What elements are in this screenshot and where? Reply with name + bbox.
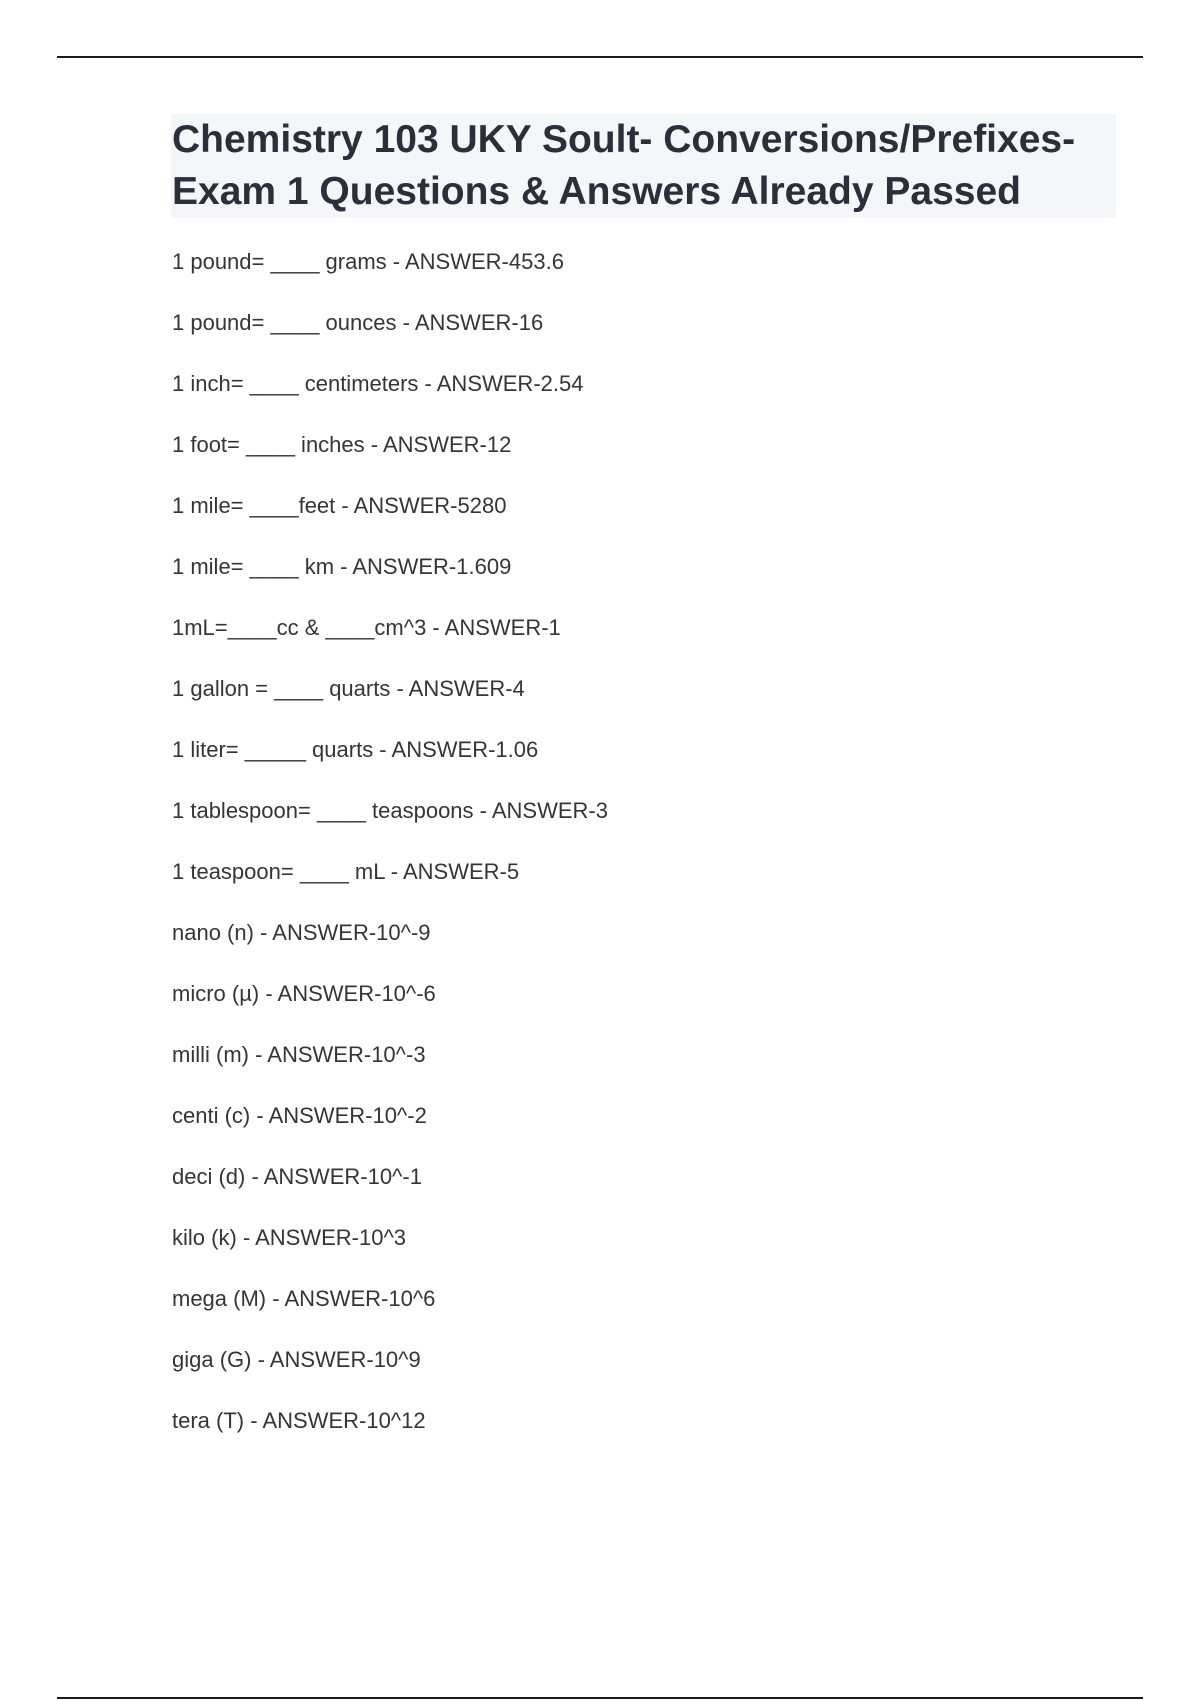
qa-list	[172, 249, 608, 1469]
document-title	[172, 114, 1116, 218]
qa-item: tera (T) - ANSWER-10^12	[172, 1408, 426, 1433]
qa-item: 1 teaspoon= ____ mL - ANSWER-5	[172, 859, 520, 884]
title-line-1: Chemistry 103 UKY Soult- Conversions/Prefixes-	[172, 118, 1076, 161]
qa-item: nano (n) - ANSWER-10^-9	[172, 920, 431, 945]
qa-item: milli (m) - ANSWER-10^-3	[172, 1042, 426, 1067]
qa-item: 1mL=____cc & ____cm^3 - ANSWER-1	[172, 615, 561, 640]
qa-item: 1 pound= ____ grams - ANSWER-453.6	[172, 249, 564, 274]
qa-item: 1 tablespoon= ____ teaspoons - ANSWER-3	[172, 798, 608, 823]
bottom-divider	[57, 1697, 1143, 1699]
qa-item: 1 mile= ____feet - ANSWER-5280	[172, 493, 507, 518]
qa-item: 1 foot= ____ inches - ANSWER-12	[172, 432, 512, 457]
qa-item: giga (G) - ANSWER-10^9	[172, 1347, 421, 1372]
title-line-2: Exam 1 Questions & Answers Already Passed	[172, 170, 1021, 213]
qa-item: kilo (k) - ANSWER-10^3	[172, 1225, 407, 1250]
qa-item: micro (µ) - ANSWER-10^-6	[172, 981, 436, 1006]
qa-item: 1 mile= ____ km - ANSWER-1.609	[172, 554, 512, 579]
title-block	[171, 114, 1116, 218]
qa-item: mega (M) - ANSWER-10^6	[172, 1286, 436, 1311]
qa-item: 1 liter= _____ quarts - ANSWER-1.06	[172, 737, 539, 762]
qa-item: 1 inch= ____ centimeters - ANSWER-2.54	[172, 371, 584, 396]
qa-item: 1 gallon = ____ quarts - ANSWER-4	[172, 676, 525, 701]
qa-item: centi (c) - ANSWER-10^-2	[172, 1103, 427, 1128]
top-divider	[57, 56, 1143, 58]
qa-item: 1 pound= ____ ounces - ANSWER-16	[172, 310, 544, 335]
qa-item: deci (d) - ANSWER-10^-1	[172, 1164, 422, 1189]
